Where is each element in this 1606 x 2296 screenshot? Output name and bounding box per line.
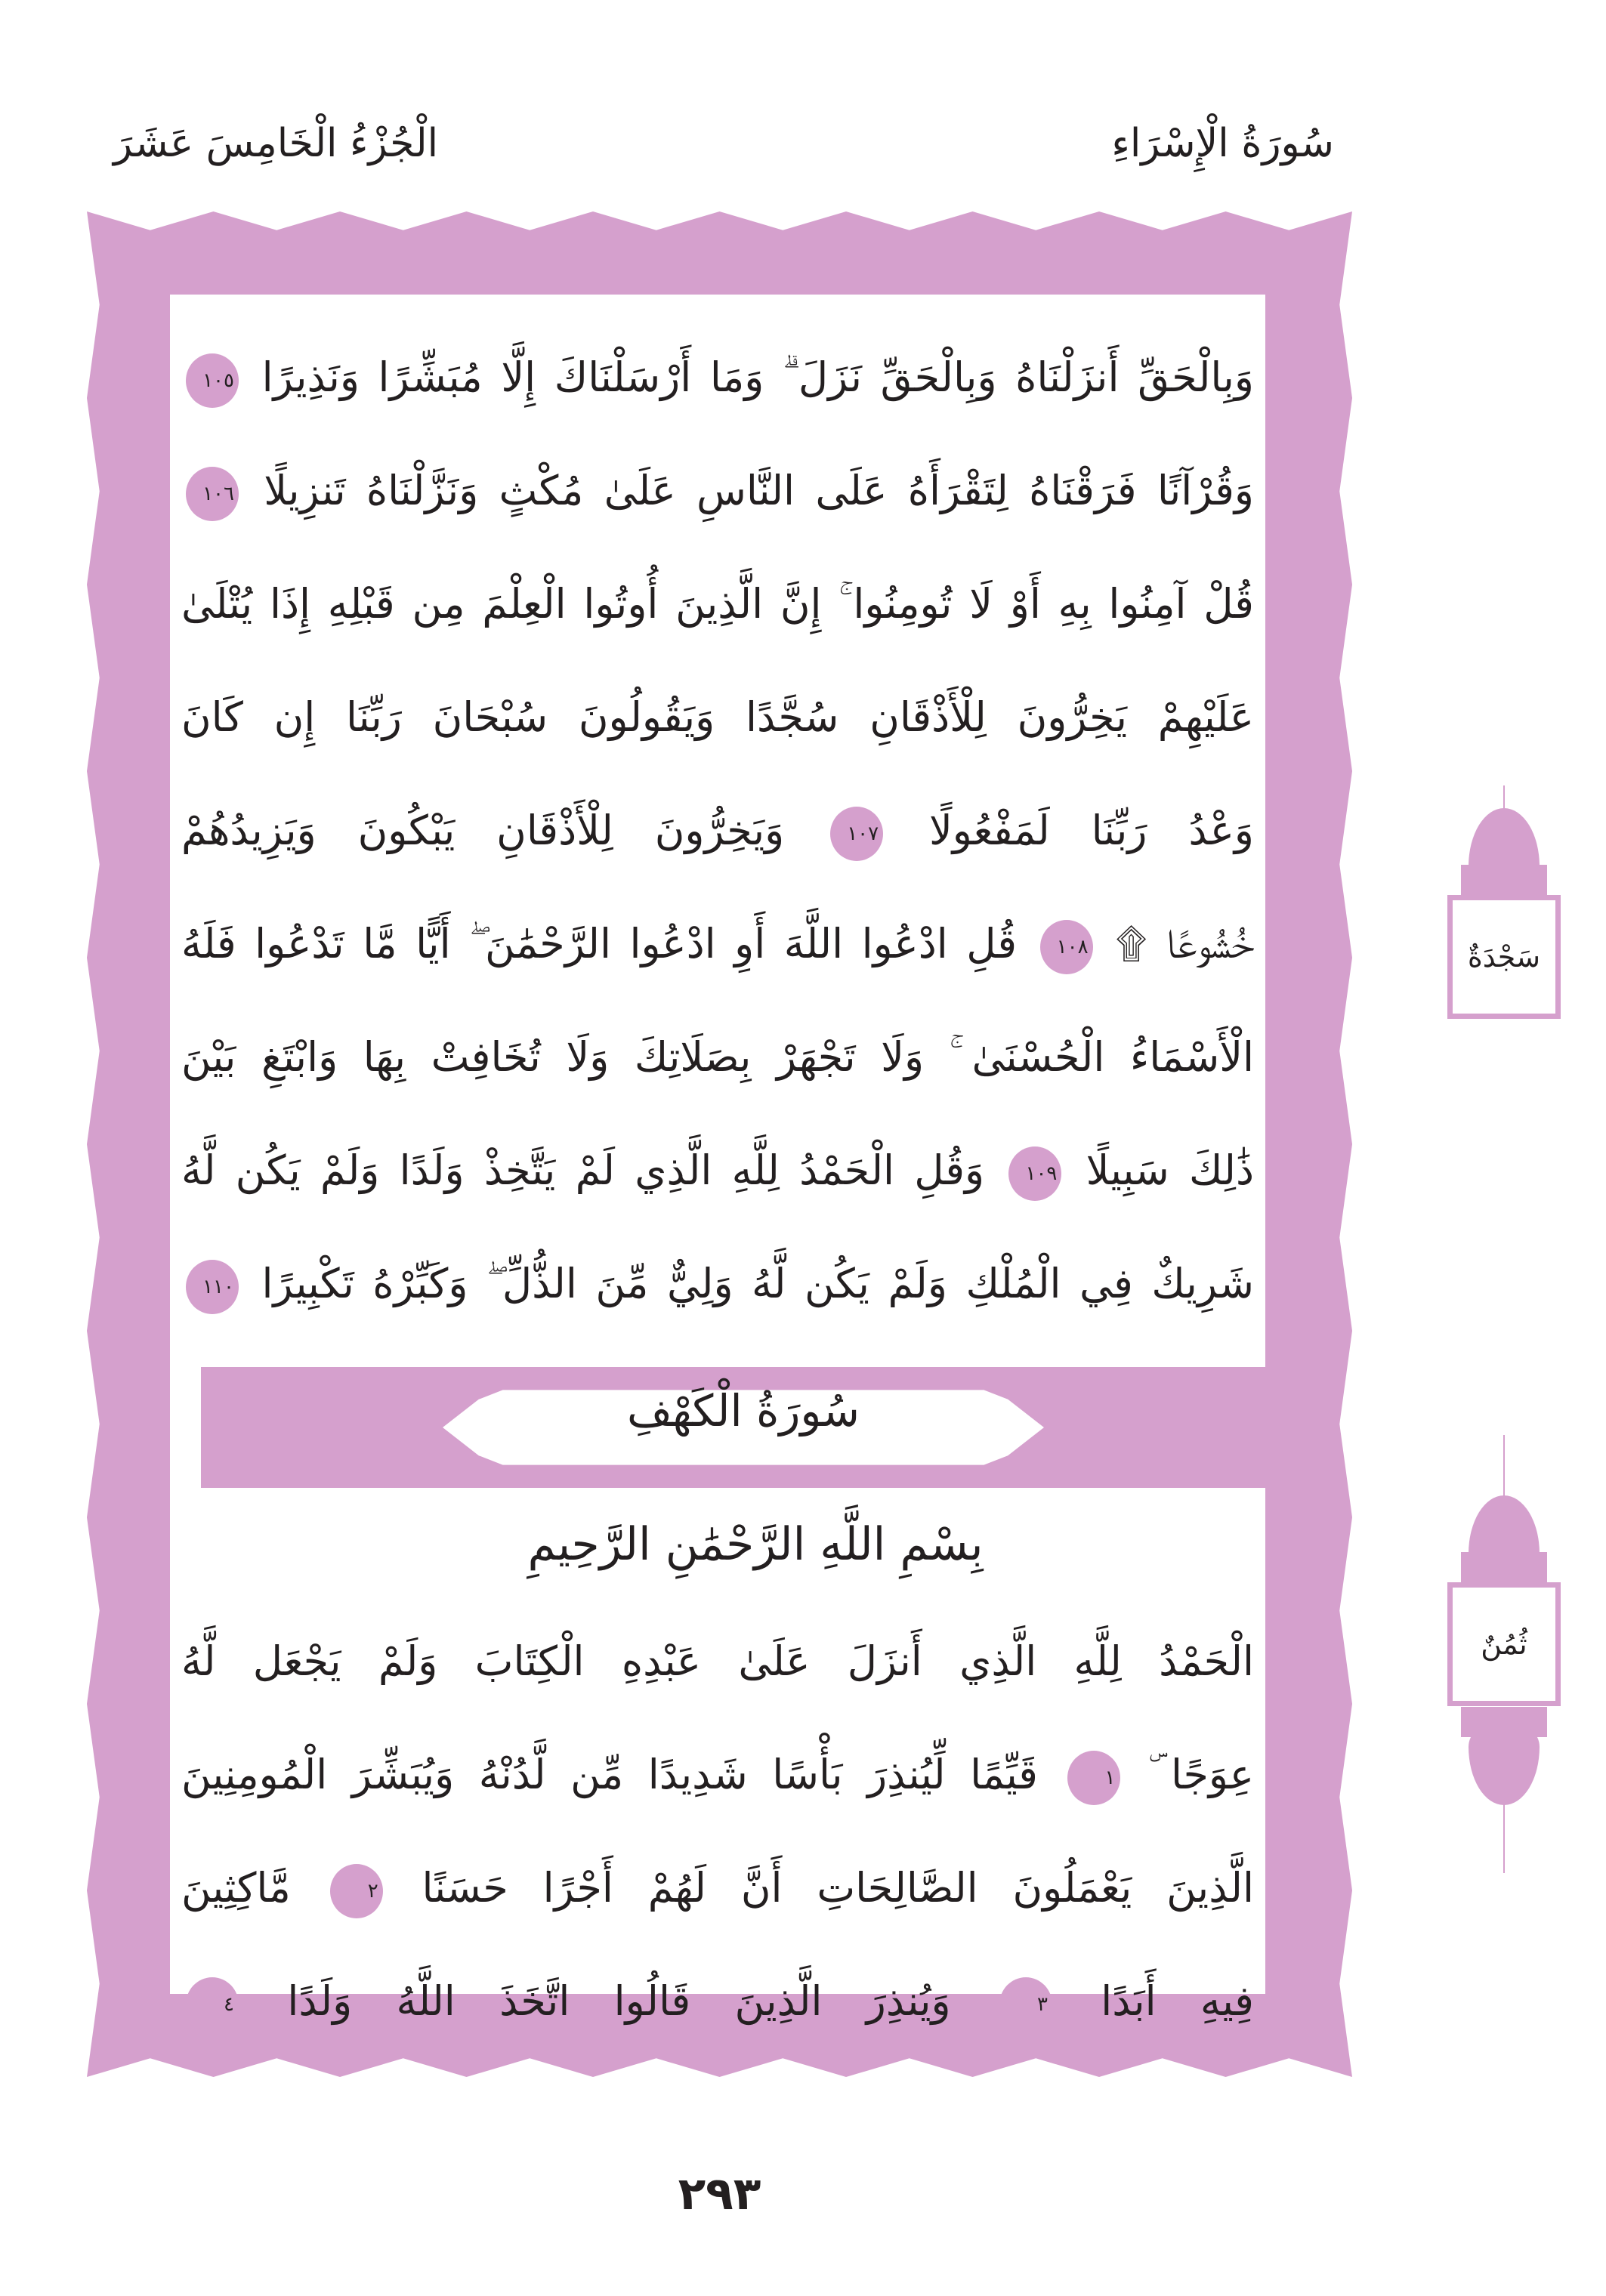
juz-name-header: الْجُزْءُ الْخَامِسَ عَشَرَ [113,121,439,166]
text-line [181,453,1254,529]
text-line [181,906,1254,982]
text-line [181,340,1254,415]
ayah-number-marker: ١١٠ [186,1260,239,1314]
sajda-label: سَجْدَةٌ [1447,895,1561,1019]
verse-text: قُلْ آمِنُوا بِهِ أَوْ لَا تُومِنُوا ۚ إِنَّ الَّذِينَ أُوتُوا الْعِلْمَ مِن قَبْلِهِ إِذَا يُتْلَىٰ [181,580,1254,628]
thumun-marker [1447,1435,1561,1888]
text-line [181,793,1254,869]
text-line [181,1964,1254,2039]
basmala: بِسْمِ اللَّهِ الرَّحْمَٰنِ الرَّحِيمِ [527,1518,984,1571]
verse-text: وَقُرْآنًا فَرَقْنَاهُ لِتَقْرَأَهُ عَلَى النَّاسِ عَلَىٰ مُكْثٍ وَنَزَّلْنَاهُ تَنزِيلًا [264,467,1254,514]
verse-text: الْحَمْدُ لِلَّهِ الَّذِي أَنزَلَ عَلَىٰ عَبْدِهِ الْكِتَابَ وَلَمْ يَجْعَل لَّهُ [181,1637,1254,1685]
page-number: ٢٩٣ [678,2168,761,2220]
text-line [181,1624,1254,1699]
ayah-number-marker: ١٠٥ [186,353,239,408]
surah-banner [201,1367,1286,1488]
verse-text: خُشُوعًا ۩ [1116,920,1254,967]
verse-text: وَعْدُ رَبِّنَا لَمَفْعُولًا [928,807,1254,854]
ayah-number-marker: ١٠٩ [1008,1146,1061,1201]
verse-text: ذَٰلِكَ سَبِيلًا [1086,1146,1255,1194]
ayah-number-marker: ١ [1067,1751,1120,1805]
text-line [181,1246,1254,1322]
ayah-number-marker: ٢ [330,1864,383,1918]
verse-text: الْأَسْمَاءُ الْحُسْنَىٰ ۚ وَلَا تَجْهَرْ بِصَلَاتِكَ وَلَا تُخَافِتْ بِهَا وَابْتَغِ بَيْنَ [181,1033,1254,1081]
text-line [181,680,1254,755]
inverted-dome-icon [1469,1722,1540,1805]
verse-text: وَقُلِ الْحَمْدُ لِلَّهِ الَّذِي لَمْ يَتَّخِذْ وَلَدًا وَلَمْ يَكُن لَّهُ [181,1146,985,1194]
text-line [181,1020,1254,1095]
verse-text: الَّذِينَ يَعْمَلُونَ الصَّالِحَاتِ أَنَّ لَهُمْ أَجْرًا حَسَنًا [422,1864,1255,1912]
verse-text: عَلَيْهِمْ يَخِرُّونَ لِلْأَذْقَانِ سُجَّدًا وَيَقُولُونَ سُبْحَانَ رَبِّنَا إِن كَانَ [181,693,1254,741]
surah-name-header: سُورَةُ الْإِسْرَاءِ [1111,121,1334,166]
surah-title: سُورَةُ الْكَهْفِ [627,1385,860,1437]
verse-text: وَبِالْحَقِّ أَنزَلْنَاهُ وَبِالْحَقِّ نَزَلَ ۗ وَمَا أَرْسَلْنَاكَ إِلَّا مُبَشِّرًا وَنَذِيرًا [261,353,1254,401]
text-line [181,1737,1254,1813]
verse-text: وَيَخِرُّونَ لِلْأَذْقَانِ يَبْكُونَ وَيَزِيدُهُمْ [181,807,785,854]
verse-text: شَرِيكٌ فِي الْمُلْكِ وَلَمْ يَكُن لَّهُ وَلِيٌّ مِّنَ الذُّلِّ ۖ وَكَبِّرْهُ تَكْبِيرًا [261,1260,1254,1307]
ayah-number-marker: ١٠٧ [830,807,883,861]
verse-text: مَّاكِثِينَ [181,1864,291,1912]
verse-text: فِيهِ أَبَدًا [1101,1977,1254,2025]
ayah-number-marker: ٣ [999,1977,1052,2032]
verse-text: قَيِّمًا لِّيُنذِرَ بَأْسًا شَدِيدًا مِّن لَّدُنْهُ وَيُبَشِّرَ الْمُومِنِينَ [181,1751,1038,1798]
text-line [181,1850,1254,1926]
sajda-marker [1447,785,1561,1027]
text-line [181,566,1254,642]
verse-text: قُلِ ادْعُوا اللَّهَ أَوِ ادْعُوا الرَّحْمَٰنَ ۖ أَيًّا مَّا تَدْعُوا فَلَهُ [181,920,1018,967]
text-line [181,1133,1254,1208]
ayah-number-marker: ٤ [186,1977,239,2032]
verse-text: وَيُنذِرَ الَّذِينَ قَالُوا اتَّخَذَ اللَّهُ وَلَدًا [287,1977,951,2025]
verse-text: عِوَجًا ۜ [1149,1751,1254,1798]
ayah-number-marker: ١٠٨ [1040,920,1093,974]
thumun-label: ثُمُنٌ [1447,1582,1561,1706]
ayah-number-marker: ١٠٦ [186,467,239,521]
